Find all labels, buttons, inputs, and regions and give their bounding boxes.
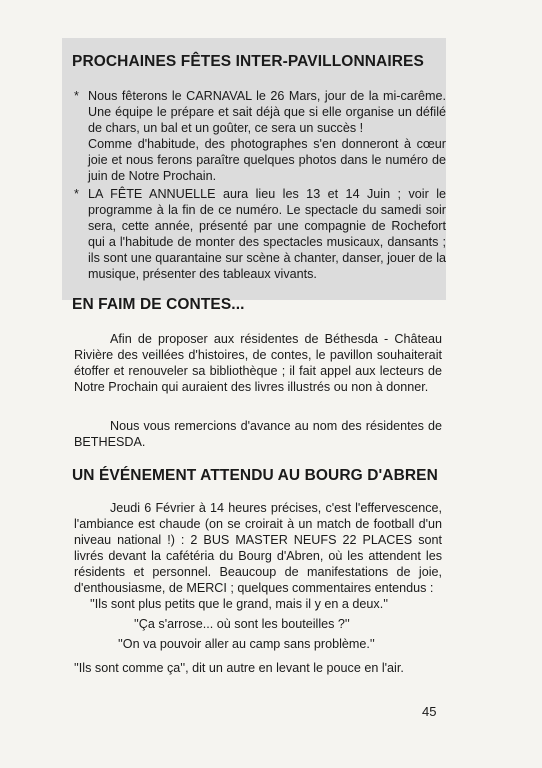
- section-title-evenement: UN ÉVÉNEMENT ATTENDU AU BOURG D'ABREN: [72, 467, 438, 484]
- quote-aller-au-camp: ''On va pouvoir aller au camp sans problème.'': [118, 637, 375, 651]
- list-item-carnaval: [74, 88, 446, 184]
- fete-annuelle-paragraph: LA FÊTE ANNUELLE aura lieu les 13 et 14 Juin ; voir le programme à la fin de ce numéro. Le spectacle du samedi soir sera, cette année, présenté par une compagnie de Rochefort qui a l'habitude de monter des spectacles musicaux, dansants ; ils sont une quarantaine sur scène à chanter, danser, jouer de la musique, présenter des tableaux vivants.: [88, 187, 446, 281]
- quote-plus-petits: ''Ils sont plus petits que le grand, mais il y en a deux.'': [90, 597, 389, 611]
- list-item-fete-annuelle: [74, 186, 446, 282]
- bullet-marker: *: [74, 89, 79, 103]
- quote-ca-sarrose: ''Ça s'arrose... où sont les bouteilles ?'': [134, 617, 350, 631]
- remerciements-paragraph: Nous vous remercions d'avance au nom des résidentes de BETHESDA.: [74, 419, 442, 449]
- evenement-paragraph: Jeudi 6 Février à 14 heures précises, c'est l'effervescence, l'ambiance est chaude (on se croirait à un match de football d'un niveau national !) : 2 BUS MASTER NEUFS 22 PLACES sont livrés devant la cafétéria du Bourg d'Abren, où les attendent les résidents et personnel. Beaucoup de manifestations de joie, d'enthousiasme, de MERCI ; quelques commentaires entendus :: [74, 501, 442, 595]
- contes-paragraph: Afin de proposer aux résidentes de Béthesda - Château Rivière des veillées d'histoires, de contes, le pavillon souhaiterait étoffer et renouveler sa bibliothèque ; il fait appel aux lecteurs de Notre Prochain qui auraient des livres illustrés ou non à donner.: [74, 332, 442, 394]
- quote-comme-ca: ''Ils sont comme ça'', dit un autre en levant le pouce en l'air.: [74, 661, 404, 675]
- page-number: 45: [422, 704, 437, 719]
- section-title-contes: EN FAIM DE CONTES...: [72, 296, 245, 313]
- carnaval-paragraph: Nous fêterons le CARNAVAL le 26 Mars, jour de la mi-carême. Une équipe le prépare et sait déjà que si elle organise un défilé de chars, un bal et un goûter, ce sera un succès !: [88, 89, 446, 135]
- photographes-paragraph: Comme d'habitude, des photographes s'en donneront à cœur joie et nous ferons paraître quelques photos dans le numéro de juin de Notre Prochain.: [88, 137, 446, 183]
- section-title-fetes: PROCHAINES FÊTES INTER-PAVILLONNAIRES: [72, 53, 424, 70]
- bullet-marker: *: [74, 187, 79, 201]
